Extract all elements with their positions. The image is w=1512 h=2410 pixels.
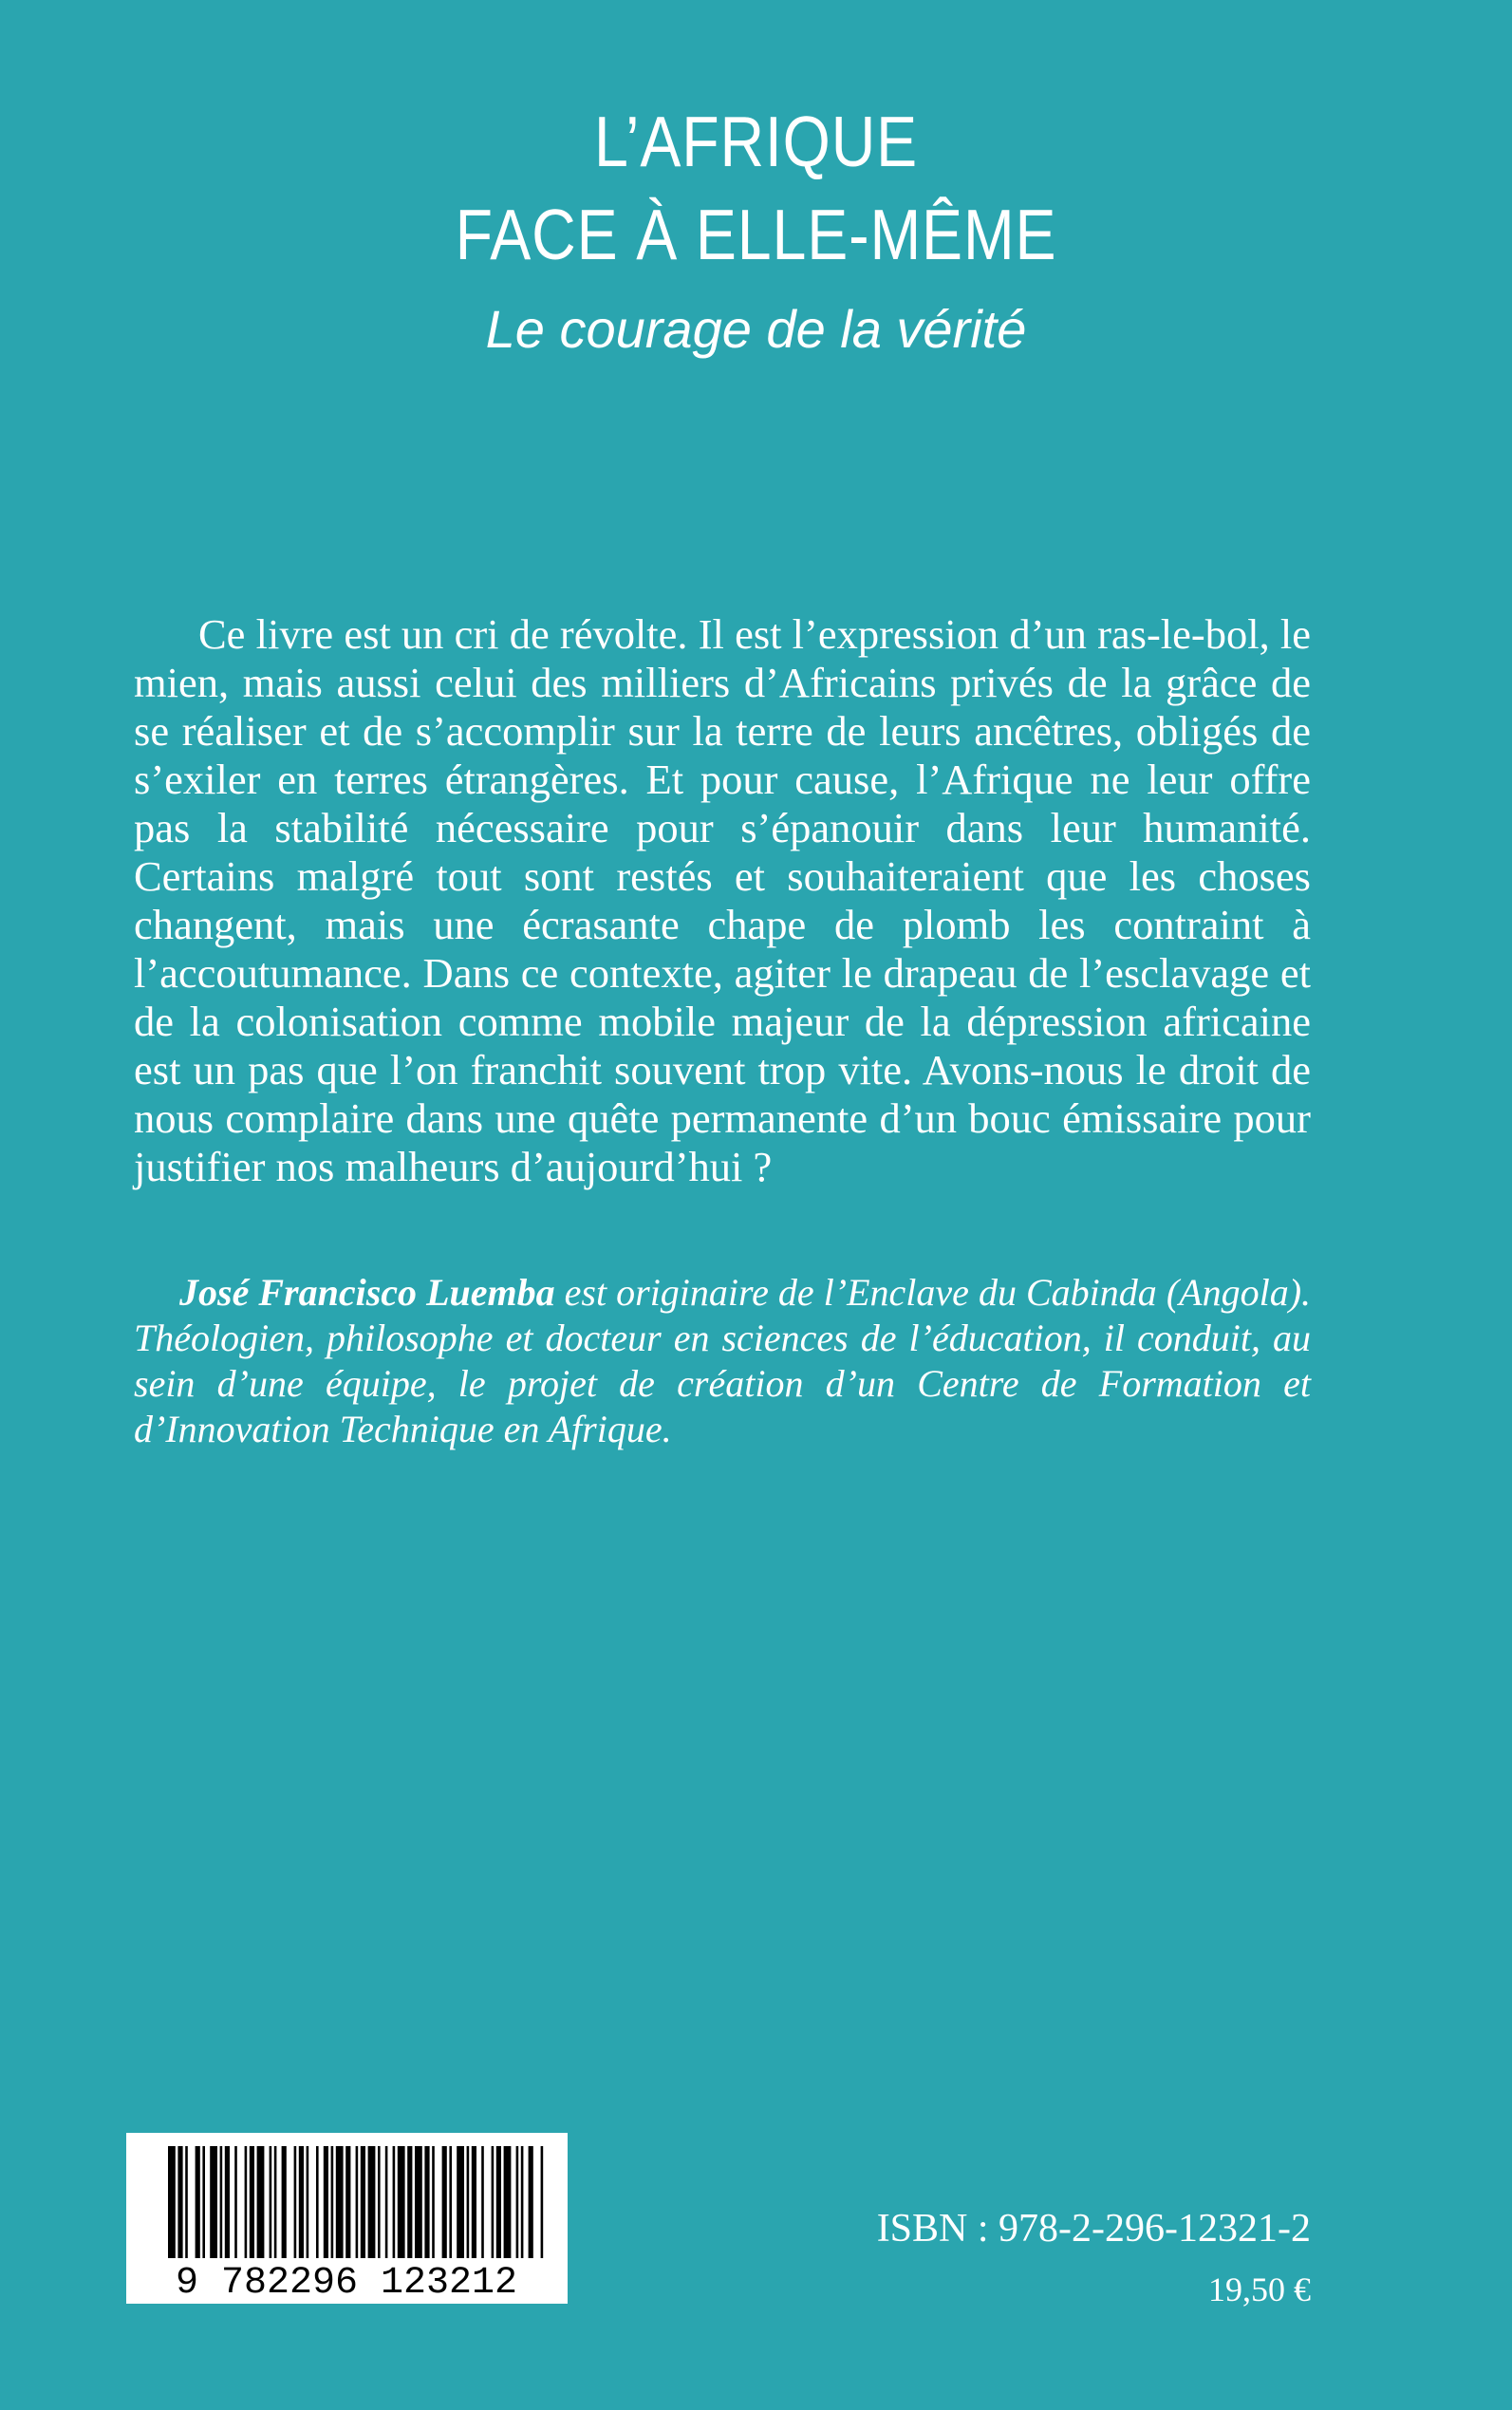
blurb-paragraph: Ce livre est un cri de révolte. Il est l’expression d’un ras-le-bol, le mien, mais aussi celui des milliers d’Africains privés de la grâce de se réaliser et de s’accomplir sur la terre de leurs ancêtres, obligés de s’exiler en terres étrangères. Et pour cause, l’Afrique ne leur offre pas la stabilité nécessaire pour s’épanouir dans leur humanité. Certains malgré tout sont restés et souhaiteraient que les choses changent, mais une écrasante chape de plomb les contraint à l’accoutumance. Dans ce contexte, agiter le drapeau de l’esclavage et de la colonisation comme mobile majeur de la dépression africaine est un pas que l’on franchit souvent trop vite. Avons-nous le droit de nous complaire dans une quête permanente d’un bouc émissaire pour justifier nos malheurs d’aujourd’hui ?	[134, 610, 1311, 1190]
author-bio-text: est originaire de l’Enclave du Cabinda (Angola). Théologien, philosophe et docteur en sciences de l’éducation, il conduit, au sein d’une équipe, le projet de création d’un Centre de Formation et d’Innovation Technique en Afrique.	[134, 1271, 1312, 1450]
barcode-bar	[196, 2146, 200, 2258]
barcode-image	[126, 2133, 568, 2304]
barcode-bar	[424, 2146, 429, 2258]
barcode-bar	[415, 2146, 422, 2258]
barcode-bar	[331, 2146, 334, 2258]
barcode-bar	[282, 2146, 287, 2258]
title-line-2: FACE À ELLE-MÊME	[455, 195, 1057, 274]
barcode-bar	[168, 2146, 176, 2258]
barcode-bar	[504, 2146, 512, 2258]
barcode-bar	[398, 2146, 405, 2258]
author-name: José Francisco Luemba	[179, 1271, 555, 1314]
barcode-bar	[270, 2146, 272, 2258]
title-block	[0, 95, 1512, 363]
barcode-bar	[361, 2146, 365, 2258]
barcode-bar	[202, 2146, 205, 2258]
barcode-bar	[316, 2146, 319, 2258]
barcode-bar	[492, 2146, 495, 2258]
subtitle: Le courage de la vérité	[485, 299, 1027, 359]
title-line-1: L’AFRIQUE	[593, 102, 919, 181]
barcode-bar	[516, 2146, 519, 2258]
barcode-bar	[467, 2146, 470, 2258]
barcode-bar	[299, 2146, 304, 2258]
barcode-bar	[378, 2146, 381, 2258]
barcode-bar	[481, 2146, 484, 2258]
barcode-bar	[393, 2146, 396, 2258]
barcode-bar	[521, 2146, 524, 2258]
barcode-bar	[250, 2146, 254, 2258]
barcode-digits: 9 782296 123212	[175, 2262, 518, 2304]
barcode-bar	[307, 2146, 309, 2258]
barcode-bar	[529, 2146, 533, 2258]
barcode-bar	[324, 2146, 328, 2258]
barcode-bar	[385, 2146, 388, 2258]
barcode-bar	[245, 2146, 248, 2258]
barcode-bar	[472, 2146, 476, 2258]
barcode-bar	[356, 2146, 359, 2258]
barcode-bar	[234, 2146, 237, 2258]
isbn: ISBN : 978-2-296-12321-2	[876, 2207, 1311, 2251]
barcode-bar	[407, 2146, 412, 2258]
barcode-bar	[541, 2146, 544, 2258]
price: 19,50 €	[1208, 2270, 1311, 2308]
barcode-bar	[294, 2146, 297, 2258]
barcode-bar	[274, 2146, 277, 2258]
barcode-bar	[368, 2146, 376, 2258]
barcode-bar	[177, 2146, 182, 2258]
barcode-bar	[449, 2146, 452, 2258]
barcode-bar	[336, 2146, 344, 2258]
barcode-bar	[345, 2146, 350, 2258]
barcode-bar	[457, 2146, 464, 2258]
barcode-bar	[185, 2146, 188, 2258]
barcode	[126, 2133, 568, 2304]
barcode-bar	[220, 2146, 223, 2258]
barcode-bar	[257, 2146, 265, 2258]
barcode-bar	[225, 2146, 230, 2258]
barcode-bars	[168, 2146, 543, 2258]
barcode-bar	[442, 2146, 447, 2258]
barcode-bar	[210, 2146, 217, 2258]
barcode-bar	[432, 2146, 435, 2258]
barcode-bar	[496, 2146, 501, 2258]
author-bio	[134, 1270, 1311, 1452]
